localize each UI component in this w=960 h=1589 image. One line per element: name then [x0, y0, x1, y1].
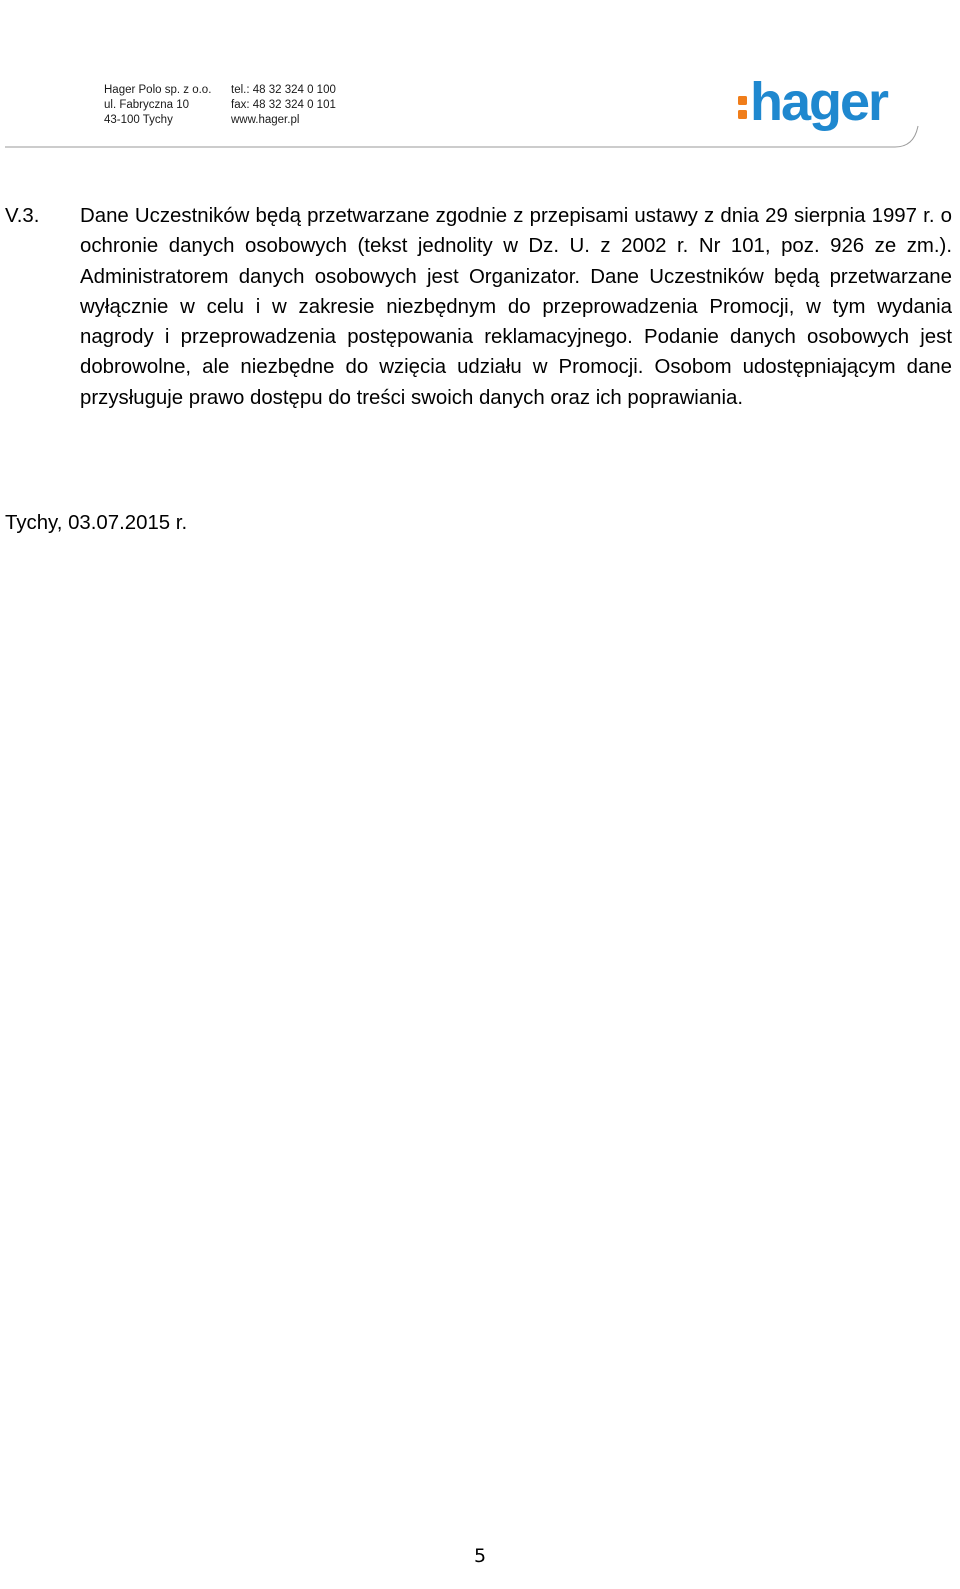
company-fax: fax: 48 32 324 0 101 [231, 99, 336, 111]
section-paragraph: Dane Uczestników będą przetwarzane zgodnie z przepisami ustawy z dnia 29 sierpnia 1997 r. o ochronie danych osobowych (tekst jednolity w Dz. U. z 2002 r. Nr 101, poz. 926 ze zm.). Administratorem danych osobowych jest Organizator. Dane Uczestników będą przetwarzane wyłącznie w celu i w zakresie niezbędnym do przeprowadzenia Promocji, w tym wydania nagrody i przeprowadzenia postępowania reklamacyjnego. Podanie danych osobowych jest dobrowolne, ale niezbędne do wzięcia udziału w Promocji. Osobom udostępniającym dane przysługuje prawo dostępu do treści swoich danych oraz ich poprawiania. [80, 205, 952, 409]
company-name: Hager Polo sp. z o.o. [104, 84, 212, 96]
section-v3 [5, 201, 952, 413]
company-website: www.hager.pl [231, 114, 300, 126]
logo-wordmark: hager [750, 72, 888, 132]
company-street: ul. Fabryczna 10 [104, 99, 190, 111]
header-rule-line [5, 126, 918, 147]
place-and-date: Tychy, 03.07.2015 r. [5, 512, 188, 534]
section-number: V.3. [5, 205, 40, 227]
company-city: 43-100 Tychy [104, 114, 173, 126]
header-rule [0, 0, 960, 160]
page-number: 5 [473, 1545, 487, 1567]
company-phone: tel.: 48 32 324 0 100 [231, 84, 336, 96]
